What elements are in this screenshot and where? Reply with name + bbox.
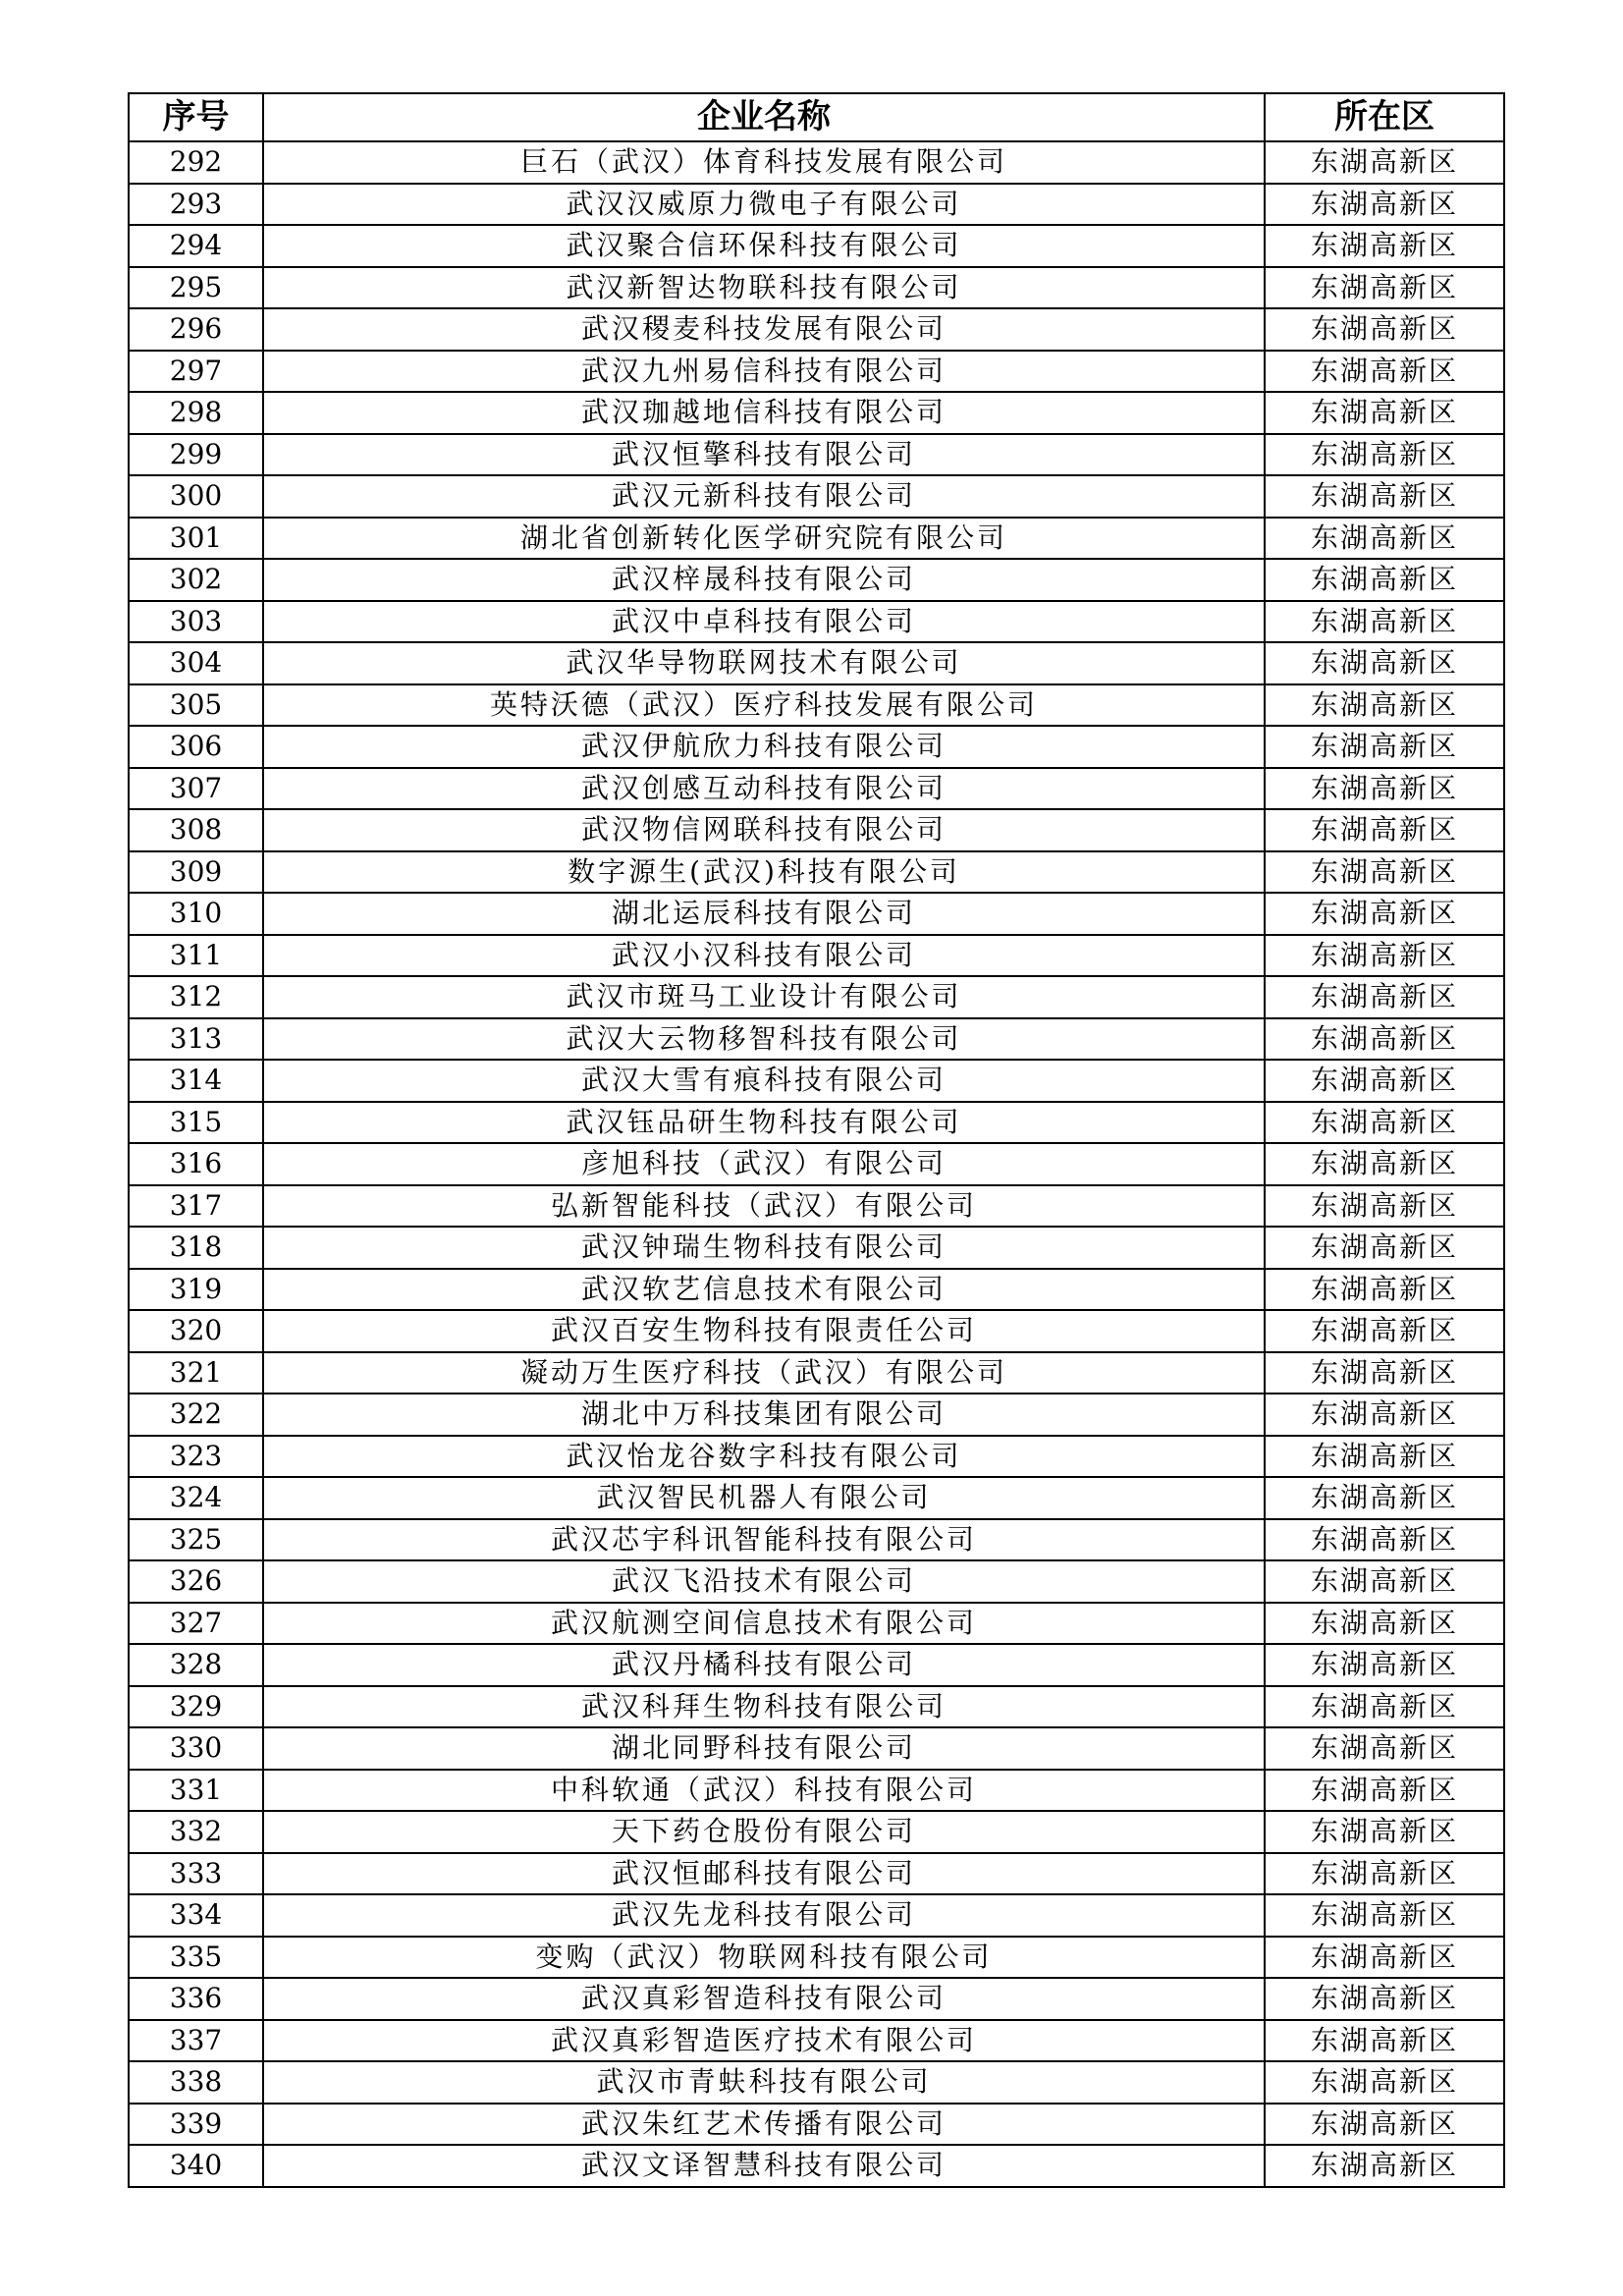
cell-district: 东湖高新区 [1265,184,1504,226]
cell-seq: 296 [129,308,263,351]
cell-company-name: 武汉怡龙谷数字科技有限公司 [263,1436,1265,1478]
table-row [129,308,1504,351]
table-row [129,1603,1504,1645]
cell-company-name: 武汉聚合信环保科技有限公司 [263,225,1265,267]
cell-company-name: 武汉创感互动科技有限公司 [263,768,1265,810]
cell-seq: 327 [129,1603,263,1645]
cell-seq: 320 [129,1310,263,1352]
cell-company-name: 武汉恒邮科技有限公司 [263,1853,1265,1895]
cell-company-name: 武汉真彩智造科技有限公司 [263,1978,1265,2020]
table-row [129,1770,1504,1812]
cell-seq: 312 [129,976,263,1018]
cell-seq: 326 [129,1560,263,1603]
cell-seq: 316 [129,1143,263,1185]
cell-seq: 318 [129,1227,263,1269]
table-row [129,601,1504,643]
cell-company-name: 天下药仓股份有限公司 [263,1811,1265,1853]
cell-district: 东湖高新区 [1265,1811,1504,1853]
cell-district: 东湖高新区 [1265,976,1504,1018]
table-row [129,1477,1504,1519]
cell-company-name: 数字源生(武汉)科技有限公司 [263,851,1265,894]
cell-seq: 340 [129,2145,263,2187]
cell-seq: 299 [129,434,263,476]
cell-district: 东湖高新区 [1265,308,1504,351]
cell-district: 东湖高新区 [1265,267,1504,309]
cell-company-name: 武汉航测空间信息技术有限公司 [263,1603,1265,1645]
table-row [129,351,1504,393]
table-row [129,768,1504,810]
cell-seq: 334 [129,1894,263,1937]
cell-seq: 336 [129,1978,263,2020]
cell-company-name: 巨石（武汉）体育科技发展有限公司 [263,141,1265,184]
cell-seq: 294 [129,225,263,267]
table-row [129,684,1504,727]
table-row [129,1894,1504,1937]
table-row [129,935,1504,977]
cell-district: 东湖高新区 [1265,475,1504,518]
cell-company-name: 中科软通（武汉）科技有限公司 [263,1770,1265,1812]
cell-company-name: 武汉智民机器人有限公司 [263,1477,1265,1519]
cell-district: 东湖高新区 [1265,2061,1504,2104]
cell-district: 东湖高新区 [1265,1560,1504,1603]
cell-seq: 328 [129,1644,263,1686]
cell-district: 东湖高新区 [1265,1519,1504,1561]
table-row [129,2104,1504,2146]
cell-district: 东湖高新区 [1265,434,1504,476]
cell-company-name: 武汉物信网联科技有限公司 [263,809,1265,851]
table-row [129,141,1504,184]
company-table [128,92,1505,2188]
cell-seq: 309 [129,851,263,894]
cell-district: 东湖高新区 [1265,893,1504,935]
cell-company-name: 武汉钟瑞生物科技有限公司 [263,1227,1265,1269]
cell-district: 东湖高新区 [1265,1310,1504,1352]
table-row [129,1102,1504,1144]
cell-company-name: 武汉大雪有痕科技有限公司 [263,1060,1265,1102]
table-row [129,1269,1504,1311]
cell-seq: 306 [129,726,263,768]
cell-company-name: 武汉新智达物联科技有限公司 [263,267,1265,309]
cell-company-name: 武汉珈越地信科技有限公司 [263,392,1265,434]
cell-district: 东湖高新区 [1265,1603,1504,1645]
cell-district: 东湖高新区 [1265,1894,1504,1937]
table-row [129,1185,1504,1228]
cell-district: 东湖高新区 [1265,1394,1504,1436]
cell-district: 东湖高新区 [1265,1185,1504,1228]
table-row [129,2061,1504,2104]
cell-district: 东湖高新区 [1265,1018,1504,1061]
cell-seq: 305 [129,684,263,727]
cell-company-name: 武汉恒擎科技有限公司 [263,434,1265,476]
cell-district: 东湖高新区 [1265,1269,1504,1311]
table-row [129,2145,1504,2187]
cell-company-name: 武汉真彩智造医疗技术有限公司 [263,2020,1265,2062]
table-row [129,1978,1504,2020]
cell-company-name: 武汉稷麦科技发展有限公司 [263,308,1265,351]
table-row [129,1436,1504,1478]
cell-district: 东湖高新区 [1265,1853,1504,1895]
cell-company-name: 武汉市斑马工业设计有限公司 [263,976,1265,1018]
cell-seq: 304 [129,642,263,684]
cell-seq: 329 [129,1686,263,1728]
cell-district: 东湖高新区 [1265,2020,1504,2062]
table-row [129,976,1504,1018]
cell-seq: 307 [129,768,263,810]
cell-seq: 303 [129,601,263,643]
cell-company-name: 彦旭科技（武汉）有限公司 [263,1143,1265,1185]
cell-company-name: 湖北运辰科技有限公司 [263,893,1265,935]
cell-company-name: 凝动万生医疗科技（武汉）有限公司 [263,1352,1265,1394]
cell-company-name: 变购（武汉）物联网科技有限公司 [263,1937,1265,1979]
cell-seq: 298 [129,392,263,434]
cell-district: 东湖高新区 [1265,2104,1504,2146]
table-row [129,1018,1504,1061]
table-row [129,1060,1504,1102]
table-row [129,1686,1504,1728]
cell-company-name: 弘新智能科技（武汉）有限公司 [263,1185,1265,1228]
table-row [129,1352,1504,1394]
cell-district: 东湖高新区 [1265,559,1504,601]
cell-company-name: 武汉大云物移智科技有限公司 [263,1018,1265,1061]
table-row [129,1143,1504,1185]
cell-seq: 321 [129,1352,263,1394]
cell-seq: 331 [129,1770,263,1812]
cell-district: 东湖高新区 [1265,1644,1504,1686]
table-row [129,267,1504,309]
cell-company-name: 武汉市青蚨科技有限公司 [263,2061,1265,2104]
cell-district: 东湖高新区 [1265,1352,1504,1394]
table-header-row [129,93,1504,141]
cell-company-name: 湖北同野科技有限公司 [263,1727,1265,1770]
cell-company-name: 武汉汉威原力微电子有限公司 [263,184,1265,226]
cell-company-name: 武汉元新科技有限公司 [263,475,1265,518]
cell-seq: 293 [129,184,263,226]
table-row [129,518,1504,560]
cell-district: 东湖高新区 [1265,601,1504,643]
cell-seq: 300 [129,475,263,518]
cell-district: 东湖高新区 [1265,809,1504,851]
table-row [129,642,1504,684]
table-body [129,141,1504,2187]
table-row [129,1937,1504,1979]
document-page [128,92,1503,2188]
cell-company-name: 湖北中万科技集团有限公司 [263,1394,1265,1436]
cell-district: 东湖高新区 [1265,392,1504,434]
cell-company-name: 武汉软艺信息技术有限公司 [263,1269,1265,1311]
cell-seq: 325 [129,1519,263,1561]
cell-district: 东湖高新区 [1265,1227,1504,1269]
table-row [129,1227,1504,1269]
cell-seq: 315 [129,1102,263,1144]
cell-seq: 292 [129,141,263,184]
cell-district: 东湖高新区 [1265,935,1504,977]
table-row [129,1853,1504,1895]
cell-company-name: 武汉朱红艺术传播有限公司 [263,2104,1265,2146]
table-row [129,726,1504,768]
cell-district: 东湖高新区 [1265,1477,1504,1519]
table-row [129,1394,1504,1436]
table-row [129,1727,1504,1770]
cell-district: 东湖高新区 [1265,225,1504,267]
cell-company-name: 武汉飞沿技术有限公司 [263,1560,1265,1603]
table-row [129,475,1504,518]
table-row [129,893,1504,935]
cell-seq: 295 [129,267,263,309]
cell-company-name: 武汉中卓科技有限公司 [263,601,1265,643]
cell-company-name: 武汉先龙科技有限公司 [263,1894,1265,1937]
header-district: 所在区 [1265,93,1504,141]
table-row [129,559,1504,601]
cell-district: 东湖高新区 [1265,851,1504,894]
table-row [129,225,1504,267]
table-row [129,1519,1504,1561]
cell-seq: 310 [129,893,263,935]
cell-seq: 314 [129,1060,263,1102]
table-row [129,1560,1504,1603]
cell-district: 东湖高新区 [1265,1978,1504,2020]
table-row [129,1811,1504,1853]
cell-seq: 323 [129,1436,263,1478]
cell-company-name: 武汉小汉科技有限公司 [263,935,1265,977]
cell-seq: 333 [129,1853,263,1895]
cell-seq: 297 [129,351,263,393]
table-row [129,2020,1504,2062]
cell-company-name: 湖北省创新转化医学研究院有限公司 [263,518,1265,560]
cell-company-name: 武汉钰品研生物科技有限公司 [263,1102,1265,1144]
cell-company-name: 武汉伊航欣力科技有限公司 [263,726,1265,768]
cell-district: 东湖高新区 [1265,1937,1504,1979]
cell-company-name: 武汉文译智慧科技有限公司 [263,2145,1265,2187]
cell-company-name: 武汉九州易信科技有限公司 [263,351,1265,393]
cell-company-name: 英特沃德（武汉）医疗科技发展有限公司 [263,684,1265,727]
cell-seq: 339 [129,2104,263,2146]
table-row [129,184,1504,226]
cell-district: 东湖高新区 [1265,351,1504,393]
cell-district: 东湖高新区 [1265,726,1504,768]
cell-seq: 324 [129,1477,263,1519]
cell-district: 东湖高新区 [1265,684,1504,727]
cell-district: 东湖高新区 [1265,1727,1504,1770]
cell-company-name: 武汉百安生物科技有限责任公司 [263,1310,1265,1352]
cell-seq: 301 [129,518,263,560]
cell-district: 东湖高新区 [1265,1770,1504,1812]
table-row [129,392,1504,434]
cell-seq: 335 [129,1937,263,1979]
cell-seq: 319 [129,1269,263,1311]
table-row [129,851,1504,894]
header-seq: 序号 [129,93,263,141]
table-row [129,1644,1504,1686]
cell-seq: 317 [129,1185,263,1228]
cell-district: 东湖高新区 [1265,1436,1504,1478]
cell-seq: 322 [129,1394,263,1436]
cell-company-name: 武汉芯宇科讯智能科技有限公司 [263,1519,1265,1561]
cell-company-name: 武汉梓晟科技有限公司 [263,559,1265,601]
cell-district: 东湖高新区 [1265,518,1504,560]
cell-seq: 337 [129,2020,263,2062]
cell-district: 东湖高新区 [1265,141,1504,184]
header-company-name: 企业名称 [263,93,1265,141]
cell-district: 东湖高新区 [1265,1143,1504,1185]
cell-district: 东湖高新区 [1265,768,1504,810]
cell-seq: 330 [129,1727,263,1770]
cell-company-name: 武汉丹橘科技有限公司 [263,1644,1265,1686]
table-row [129,1310,1504,1352]
cell-seq: 311 [129,935,263,977]
cell-district: 东湖高新区 [1265,2145,1504,2187]
table-row [129,434,1504,476]
cell-company-name: 武汉华导物联网技术有限公司 [263,642,1265,684]
cell-company-name: 武汉科拜生物科技有限公司 [263,1686,1265,1728]
cell-district: 东湖高新区 [1265,642,1504,684]
cell-district: 东湖高新区 [1265,1060,1504,1102]
cell-district: 东湖高新区 [1265,1686,1504,1728]
cell-seq: 332 [129,1811,263,1853]
cell-seq: 302 [129,559,263,601]
table-row [129,809,1504,851]
cell-seq: 338 [129,2061,263,2104]
cell-district: 东湖高新区 [1265,1102,1504,1144]
cell-seq: 313 [129,1018,263,1061]
cell-seq: 308 [129,809,263,851]
